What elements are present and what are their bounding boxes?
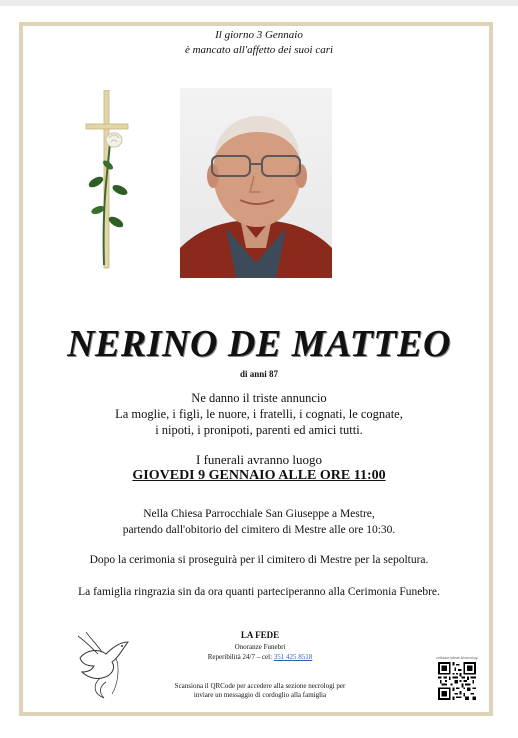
obituary-page	[0, 6, 518, 738]
announcement-line: i nipoti, i pronipoti, parenti ed amici tutti.	[155, 423, 363, 437]
phone-link[interactable]: 351 425 8518	[273, 653, 313, 661]
church-info	[0, 506, 518, 538]
announcement-line: La moglie, i figli, le nuore, i fratelli, i cognati, le cognate,	[115, 407, 403, 421]
announcement-line: Ne danno il triste annuncio	[191, 391, 327, 405]
qr-note-line-1: Scansiona il QRCode per accedere alla sezione necrologi per	[174, 682, 346, 690]
church-line: partendo dall'obitorio del cimitero di Mestre alle ore 10:30.	[122, 524, 396, 536]
announcement	[0, 390, 518, 438]
agency-contact	[160, 653, 360, 661]
family-thanks: La famiglia ringrazia sin da ora quanti parteciperanno alla Cerimonia Funebre.	[78, 586, 440, 598]
cross-with-rose-icon	[80, 90, 136, 270]
funeral-intro: I funerali avranno luogo	[196, 452, 322, 467]
funeral-date: GIOVEDI 9 GENNAIO ALLE ORE 11:00	[132, 468, 386, 483]
burial-info: Dopo la cerimonia si proseguirà per il cimitero di Mestre per la sepoltura.	[89, 554, 429, 566]
qr-note-line-2: inviare un messaggio di cordoglio alla famiglia	[193, 691, 327, 699]
qr-label: cellulare.lafede.it/necrologi	[436, 656, 478, 660]
intro-line-1: Il giorno 3 Gennaio	[215, 29, 303, 41]
intro-line-2: è mancato all'affetto dei suoi cari	[184, 44, 334, 56]
availability-text: Reperibilità 24/7 – cel:	[207, 653, 273, 661]
deceased-name: NERINO DE MATTEO	[67, 323, 451, 365]
agency-subtitle: Onoranze Funebri	[234, 643, 286, 651]
deceased-age: di anni 87	[239, 369, 279, 379]
agency-name: LA FEDE	[240, 630, 280, 640]
qr-code-icon[interactable]	[438, 662, 476, 700]
church-line: Nella Chiesa Parrocchiale San Giuseppe a Mestre,	[143, 508, 375, 520]
dove-icon	[72, 628, 132, 703]
deceased-photo	[180, 88, 332, 278]
